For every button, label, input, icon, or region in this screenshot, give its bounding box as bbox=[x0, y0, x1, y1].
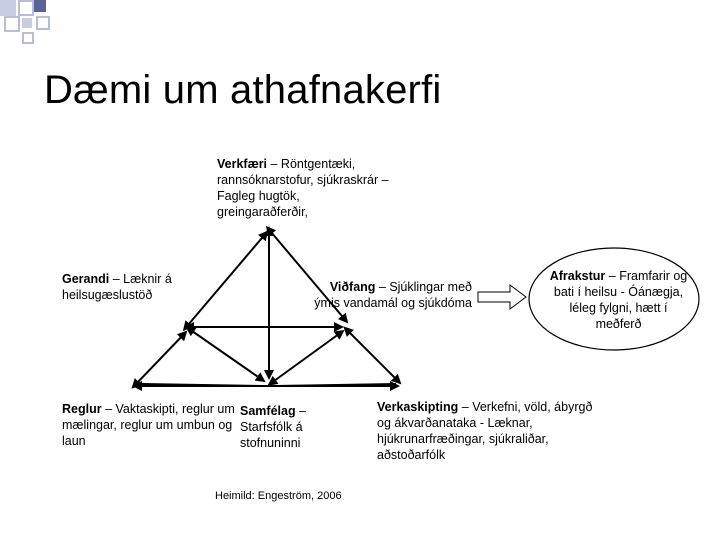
node-rules-text: – Vaktaskipti, reglur um mælingar, reglur um umbun og laun bbox=[62, 402, 235, 448]
node-division-text: – Verkefni, völd, ábyrgð og ákvarðanataka - Læknar, hjúkrunarfræðingar, sjúkraliðar, aðstoðarfólk bbox=[377, 400, 593, 462]
edge-subject-community bbox=[192, 331, 264, 381]
block-arrow bbox=[478, 285, 526, 309]
node-community-text: – Starfsfólk á stofnuninni bbox=[240, 404, 307, 450]
node-subject bbox=[62, 271, 212, 303]
node-outcome bbox=[546, 268, 691, 332]
node-division bbox=[377, 399, 607, 463]
node-outcome-text: – Framfarir og bati í heilsu - Óánægja, léleg fylgni, hætt í meðferð bbox=[553, 269, 688, 331]
node-tools-term: Verkfæri bbox=[217, 157, 268, 171]
slide-title: Dæmi um athafnakerfi bbox=[44, 68, 442, 112]
node-subject-text: – Læknir á heilsugæslustöð bbox=[62, 272, 172, 302]
node-tools bbox=[217, 156, 392, 220]
node-object bbox=[312, 279, 472, 311]
node-rules-term: Reglur bbox=[62, 402, 102, 416]
node-division-term: Verkaskipting bbox=[377, 400, 459, 414]
node-subject-term: Gerandi bbox=[62, 272, 110, 286]
edge-rules-subject bbox=[137, 332, 186, 383]
source-citation: Heimild: Engeström, 2006 bbox=[215, 490, 342, 502]
edge-community-object bbox=[274, 331, 343, 381]
node-object-text: – Sjúklingar með ýmis vandamál og sjúkdóma bbox=[314, 280, 472, 310]
node-rules bbox=[62, 401, 237, 449]
edge-object-division bbox=[349, 332, 400, 383]
node-object-term: Viðfang bbox=[329, 280, 376, 294]
node-tools-text: – Röntgentæki, rannsóknarstofur, sjúkraskrár – Fagleg hugtök, greingaraðferðir, bbox=[217, 157, 389, 219]
node-community bbox=[240, 403, 340, 451]
node-outcome-term: Afrakstur bbox=[549, 269, 606, 283]
node-community-term: Samfélag bbox=[240, 404, 296, 418]
